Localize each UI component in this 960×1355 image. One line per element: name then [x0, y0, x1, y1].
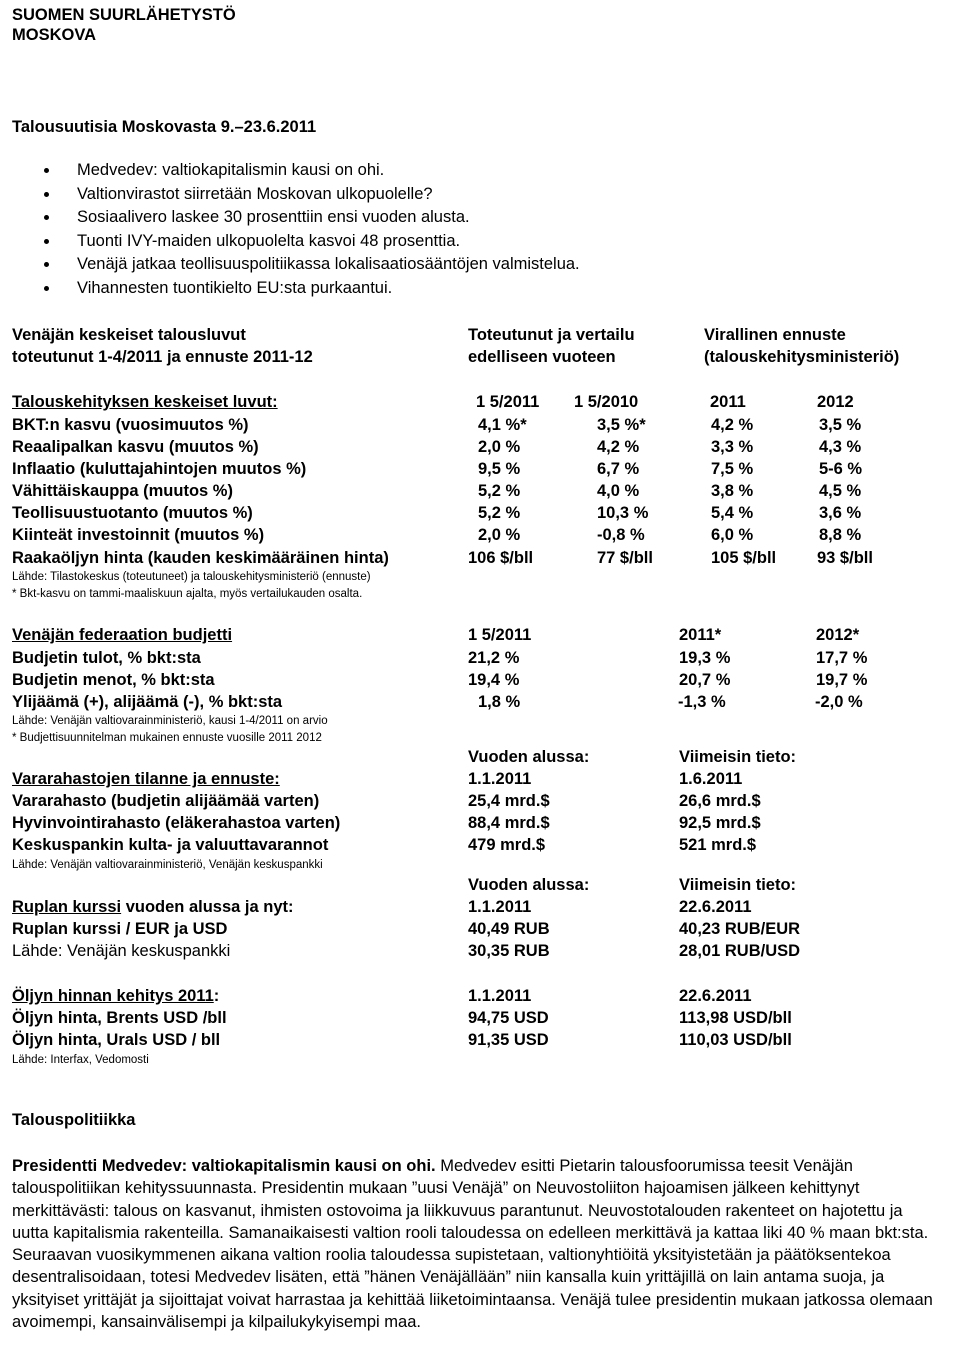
- cell-value: 25,4 mrd.$: [468, 792, 550, 810]
- cell-value: 479 mrd.$: [468, 836, 546, 854]
- cell-value: 3,3 %: [711, 438, 754, 456]
- row-label: Budjetin tulot, % bkt:sta: [12, 649, 201, 667]
- cell-value: 8,8 %: [819, 526, 862, 544]
- cell-value: 5,2 %: [478, 482, 521, 500]
- date-value: 1.1.2011: [468, 898, 532, 916]
- page-title: Talousuutisia Moskovasta 9.–23.6.2011: [12, 118, 317, 136]
- column-header: 1 5/2011: [468, 626, 532, 644]
- cell-value: 40,49 RUB: [468, 920, 550, 938]
- row-label: Keskuspankin kulta- ja valuuttavarannot: [12, 836, 329, 854]
- cell-value: 21,2 %: [468, 649, 520, 667]
- column-header: Viimeisin tieto:: [679, 876, 797, 894]
- cell-value: 4,1 %*: [478, 416, 527, 434]
- cell-value: 4,3 %: [819, 438, 862, 456]
- row-label: Vähittäiskauppa (muutos %): [12, 482, 233, 500]
- ruble-title-row: [0, 896, 960, 918]
- row-label: Ruplan kurssi / EUR ja USD: [12, 920, 228, 938]
- cell-value: 28,01 RUB/USD: [679, 942, 801, 960]
- column-header: 1 5/2010: [574, 393, 639, 411]
- section-title: Talouspolitiikka: [12, 1111, 136, 1129]
- row-label: Inflaatio (kuluttajahintojen muutos %): [12, 460, 307, 478]
- cell-value: 4,2 %: [597, 438, 640, 456]
- cell-value: 92,5 mrd.$: [679, 814, 761, 832]
- table-row: [0, 940, 960, 962]
- ruble-column-headers: [0, 874, 960, 896]
- cell-value: -0,8 %: [597, 526, 645, 544]
- table-row: [0, 480, 960, 502]
- key-figures-header-row: [0, 391, 960, 413]
- cell-value: 10,3 %: [597, 504, 649, 522]
- col-forecast-heading: Virallinen ennuste: [704, 326, 846, 344]
- key-figures-subheading: toteutunut 1-4/2011 ja ennuste 2011-12: [12, 348, 313, 366]
- cell-value: 30,35 RUB: [468, 942, 550, 960]
- paragraph-body: Medvedev esitti Pietarin talousfoorumissa teesit Venäjän talouspolitiikan kehityssuunnasta. Presidentin mukaan ”uusi Venäjä” on Neuvostoliiton hajoamisen jälkeen kehittynyt merkittävästi: talous on kasvanut, ihmisten ostovoima ja liikkuvuus parantunut. Neuvostotalouden rakenteet on hajotettu ja uutta kapitalismia rakenteilla. Samanaikaisesti valtion rooli taloudessa on edelleen merkittävä ja kattaa liki 40 % maan bkt:sta. Seuraavan vuosikymmenen aikana valtion roolia taloudessa supistetaan, valtionyhtiöitä yksityistetään ja päätöksentekoa desentralisoidaan, totesi Medvedev lisäten, että ”hänen Venäjällään” niin kansalla kuin yrittäjillä on lain antama suoja, ja yksityiset yrittäjät ja sijoittajat voivat harrastaa ja kehittää liiketoimintaansa. Venäjä tulee presidentin mukaan jatkossa olemaan avoimempi, kansainvälisempi ja kilpailukykyisempi maa.: [12, 1157, 933, 1332]
- row-label: Budjetin menot, % bkt:sta: [12, 671, 215, 689]
- date-value: 1.1.2011: [468, 987, 532, 1005]
- cell-value: -1,3 %: [678, 693, 726, 711]
- oil-source: Lähde: Interfax, Vedomosti: [12, 1054, 149, 1066]
- row-label: Raakaöljyn hinta (kauden keskimääräinen hinta): [12, 549, 389, 567]
- table-row: [0, 834, 960, 856]
- date-value: 22.6.2011: [679, 987, 752, 1005]
- date-value: 1.6.2011: [679, 770, 743, 788]
- reserves-title-row: [0, 768, 960, 790]
- bullet-icon: [44, 192, 49, 197]
- table-row: [0, 414, 960, 436]
- bullet-icon: [44, 286, 49, 291]
- cell-value: -2,0 %: [815, 693, 863, 711]
- oil-title: Öljyn hinnan kehitys 2011:: [12, 987, 220, 1005]
- col-actual-subheading: edelliseen vuoteen: [468, 348, 616, 366]
- cell-value: 3,5 %*: [597, 416, 646, 434]
- cell-value: 5,2 %: [478, 504, 521, 522]
- column-header: Viimeisin tieto:: [679, 748, 797, 766]
- cell-value: 5-6 %: [819, 460, 863, 478]
- oil-title-row: [0, 985, 960, 1007]
- table-row: [0, 524, 960, 546]
- row-label: Vararahasto (budjetin alijäämää varten): [12, 792, 320, 810]
- cell-value: 77 $/bll: [597, 549, 653, 567]
- key-figures-heading: Venäjän keskeiset talousluvut: [12, 326, 246, 344]
- cell-value: 91,35 USD: [468, 1031, 549, 1049]
- column-header: Vuoden alussa:: [468, 876, 590, 894]
- cell-value: 88,4 mrd.$: [468, 814, 550, 832]
- ruble-title: Ruplan kurssi vuoden alussa ja nyt:: [12, 898, 294, 916]
- date-value: 1.1.2011: [468, 770, 532, 788]
- cell-value: 4,0 %: [597, 482, 640, 500]
- date-value: 22.6.2011: [679, 898, 752, 916]
- cell-value: 106 $/bll: [468, 549, 534, 567]
- table-row: [0, 436, 960, 458]
- cell-value: 1,8 %: [478, 693, 521, 711]
- table-row: [0, 918, 960, 940]
- row-label: Teollisuustuotanto (muutos %): [12, 504, 253, 522]
- table-row: [0, 790, 960, 812]
- column-header: 2011: [710, 393, 746, 411]
- cell-value: 2,0 %: [478, 526, 521, 544]
- cell-value: 521 mrd.$: [679, 836, 757, 854]
- cell-value: 6,0 %: [711, 526, 754, 544]
- cell-value: 19,3 %: [679, 649, 731, 667]
- col-forecast-subheading: (talouskehitysministeriö): [704, 348, 900, 366]
- table-row: [0, 647, 960, 669]
- cell-value: 3,5 %: [819, 416, 862, 434]
- row-label: Reaalipalkan kasvu (muutos %): [12, 438, 259, 456]
- row-label: Öljyn hinta, Urals USD / bll: [12, 1031, 221, 1049]
- table-row: [0, 669, 960, 691]
- reserves-title: Vararahastojen tilanne ja ennuste:: [12, 770, 280, 788]
- cell-value: 3,6 %: [819, 504, 862, 522]
- column-header: 2011*: [679, 626, 722, 644]
- column-header: 2012*: [816, 626, 860, 644]
- cell-value: 26,6 mrd.$: [679, 792, 761, 810]
- cell-value: 110,03 USD/bll: [679, 1031, 792, 1049]
- cell-value: 3,8 %: [711, 482, 754, 500]
- cell-value: 2,0 %: [478, 438, 521, 456]
- cell-value: 19,7 %: [816, 671, 868, 689]
- org-name-line2: MOSKOVA: [12, 26, 97, 44]
- cell-value: 6,7 %: [597, 460, 640, 478]
- key-figures-note: * Bkt-kasvu on tammi-maaliskuun ajalta, myös vertailukauden osalta.: [12, 588, 363, 600]
- cell-value: 93 $/bll: [817, 549, 873, 567]
- col-actual-heading: Toteutunut ja vertailu: [468, 326, 635, 344]
- paragraph-lead: Presidentti Medvedev: valtiokapitalismin kausi on ohi.: [12, 1157, 436, 1175]
- cell-value: 7,5 %: [711, 460, 754, 478]
- column-header: 1 5/2011: [476, 393, 540, 411]
- table-row: [0, 1029, 960, 1051]
- bullet-icon: [44, 168, 49, 173]
- cell-value: 4,5 %: [819, 482, 862, 500]
- cell-value: 5,4 %: [711, 504, 754, 522]
- cell-value: 4,2 %: [711, 416, 754, 434]
- row-label: Öljyn hinta, Brents USD /bll: [12, 1009, 227, 1027]
- cell-value: 40,23 RUB/EUR: [679, 920, 801, 938]
- reserves-column-headers: [0, 746, 960, 768]
- cell-value: 113,98 USD/bll: [679, 1009, 792, 1027]
- cell-value: 19,4 %: [468, 671, 520, 689]
- key-figures-source: Lähde: Tilastokeskus (toteutuneet) ja talouskehitysministeriö (ennuste): [12, 571, 371, 583]
- cell-value: 17,7 %: [816, 649, 868, 667]
- row-label: BKT:n kasvu (vuosimuutos %): [12, 416, 249, 434]
- column-header: 2012: [817, 393, 854, 411]
- row-label: Ylijäämä (+), alijäämä (-), % bkt:sta: [12, 693, 283, 711]
- table-row: [0, 547, 960, 569]
- bullet-icon: [44, 215, 49, 220]
- table-row: [0, 1007, 960, 1029]
- row-label: Kiinteät investoinnit (muutos %): [12, 526, 265, 544]
- bullet-icon: [44, 262, 49, 267]
- ruble-source: Lähde: Venäjän keskuspankki: [12, 942, 231, 960]
- budget-title: Venäjän federaation budjetti: [12, 626, 233, 644]
- table-label: Talouskehityksen keskeiset luvut:: [12, 393, 278, 411]
- table-row: [0, 691, 960, 713]
- budget-header-row: [0, 624, 960, 646]
- table-row: [0, 502, 960, 524]
- table-row: [0, 812, 960, 834]
- cell-value: 94,75 USD: [468, 1009, 549, 1027]
- budget-source: Lähde: Venäjän valtiovarainministeriö, kausi 1-4/2011 on arvio: [12, 715, 328, 727]
- cell-value: 105 $/bll: [711, 549, 777, 567]
- table-row: [0, 458, 960, 480]
- bullet-icon: [44, 239, 49, 244]
- row-label: Hyvinvointirahasto (eläkerahastoa varten): [12, 814, 341, 832]
- org-name-line1: SUOMEN SUURLÄHETYSTÖ: [12, 6, 236, 24]
- reserves-source: Lähde: Venäjän valtiovarainministeriö, Venäjän keskuspankki: [12, 859, 323, 871]
- cell-value: 20,7 %: [679, 671, 731, 689]
- column-header: Vuoden alussa:: [468, 748, 590, 766]
- cell-value: 9,5 %: [478, 460, 521, 478]
- section-paragraph: [12, 1155, 942, 1333]
- budget-note: * Budjettisuunnitelman mukainen ennuste vuosille 2011 2012: [12, 732, 322, 744]
